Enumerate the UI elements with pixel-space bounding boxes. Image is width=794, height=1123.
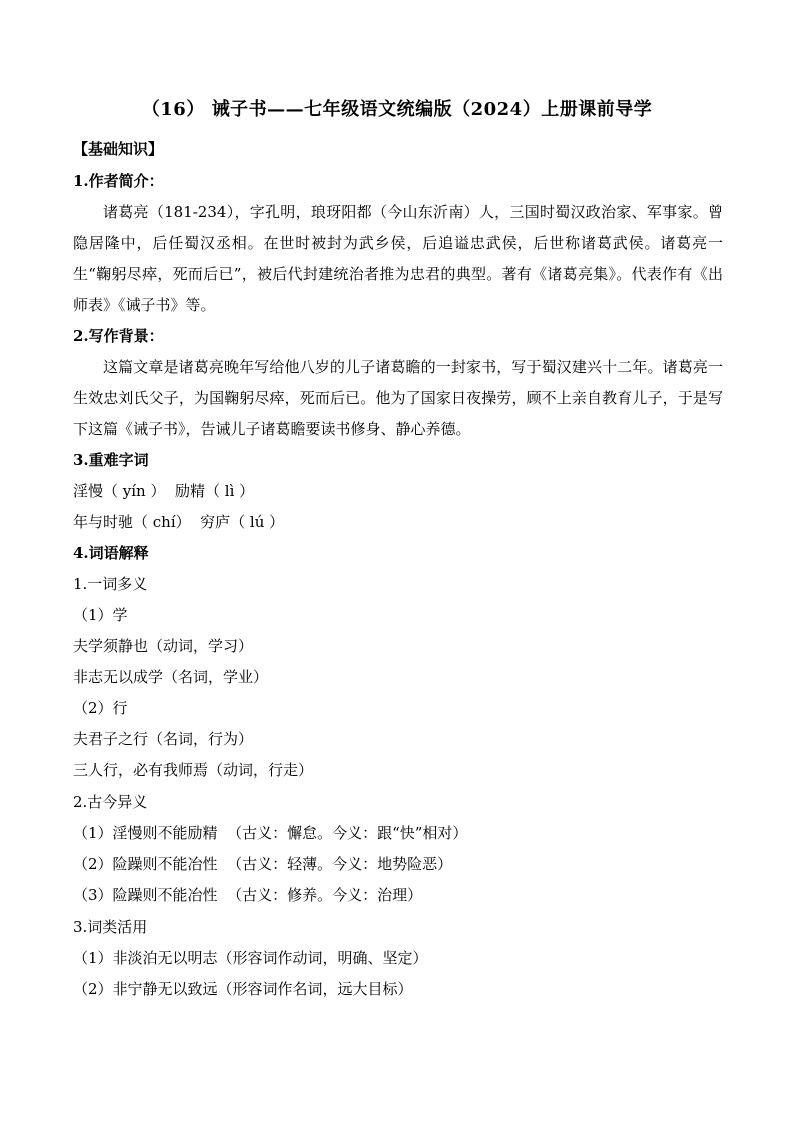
gujin-item: （3）险躁则不能冶性 （古义：修养。今义：治理）	[73, 886, 423, 904]
vocab-example: 三人行，必有我师焉（动词，行走）	[73, 761, 314, 779]
chars-row-2: 年与时驰（ chí） 穷庐（ lú ）	[73, 513, 285, 531]
vocab-example: 非志无以成学（名词，学业）	[73, 668, 269, 686]
section-basic-heading: 【基础知识】	[73, 140, 164, 158]
vocab-subheading-polysemy: 1.一词多义	[73, 575, 148, 593]
author-paragraph: 诸葛亮（181-234），字孔明，琅玡阳都（今山东沂南）人，三国时蜀汉政治家、军事家。曾隐居隆中，后任蜀汉丞相。在世时被封为武乡侯，后追谥忠武侯，后世称诸葛武侯。诸葛亮一生“鞠躬尽瘁，死而后已”，被后代封建统治者推为忠君的典型。著有《诸葛亮集》。代表作有《出师表》《诫子书》等。	[73, 203, 723, 314]
huoyong-item: （2）非宁静无以致远（形容词作名词，远大目标）	[73, 980, 413, 998]
page-title: （16） 诫子书——七年级语文统编版（2024）上册课前导学	[141, 99, 653, 120]
chars-heading: 3.重难字词	[73, 451, 149, 469]
chars-row-1: 淫慢（ yín ） 励精（ lì ）	[73, 482, 255, 500]
vocab-item-xing: （2）行	[73, 699, 128, 717]
huoyong-item: （1）非淡泊无以明志（形容词作动词，明确、坚定）	[73, 949, 428, 967]
author-heading: 1.作者简介：	[73, 172, 164, 190]
vocab-item-xue: （1）学	[73, 606, 128, 624]
vocab-heading: 4.词语解释	[73, 544, 149, 562]
vocab-subheading-gujin: 2.古今异义	[73, 793, 148, 811]
gujin-item: （1）淫慢则不能励精 （古义：懈怠。今义：跟“快”相对）	[73, 824, 468, 842]
vocab-example: 夫君子之行（名词，行为）	[73, 730, 254, 748]
vocab-subheading-huoyong: 3.词类活用	[73, 918, 148, 936]
vocab-example: 夫学须静也（动词，学习）	[73, 637, 254, 655]
gujin-item: （2）险躁则不能冶性 （古义：轻薄。今义：地势险恶）	[73, 855, 453, 873]
background-paragraph: 这篇文章是诸葛亮晚年写给他八岁的儿子诸葛瞻的一封家书，写于蜀汉建兴十二年。诸葛亮一生效忠刘氏父子，为国鞠躬尽瘁，死而后已。他为了国家日夜操劳，顾不上亲自教育儿子，于是写下这篇《诫子书》，告诫儿子诸葛瞻要读书修身、静心养德。	[73, 358, 723, 438]
background-heading: 2.写作背景：	[73, 327, 164, 345]
